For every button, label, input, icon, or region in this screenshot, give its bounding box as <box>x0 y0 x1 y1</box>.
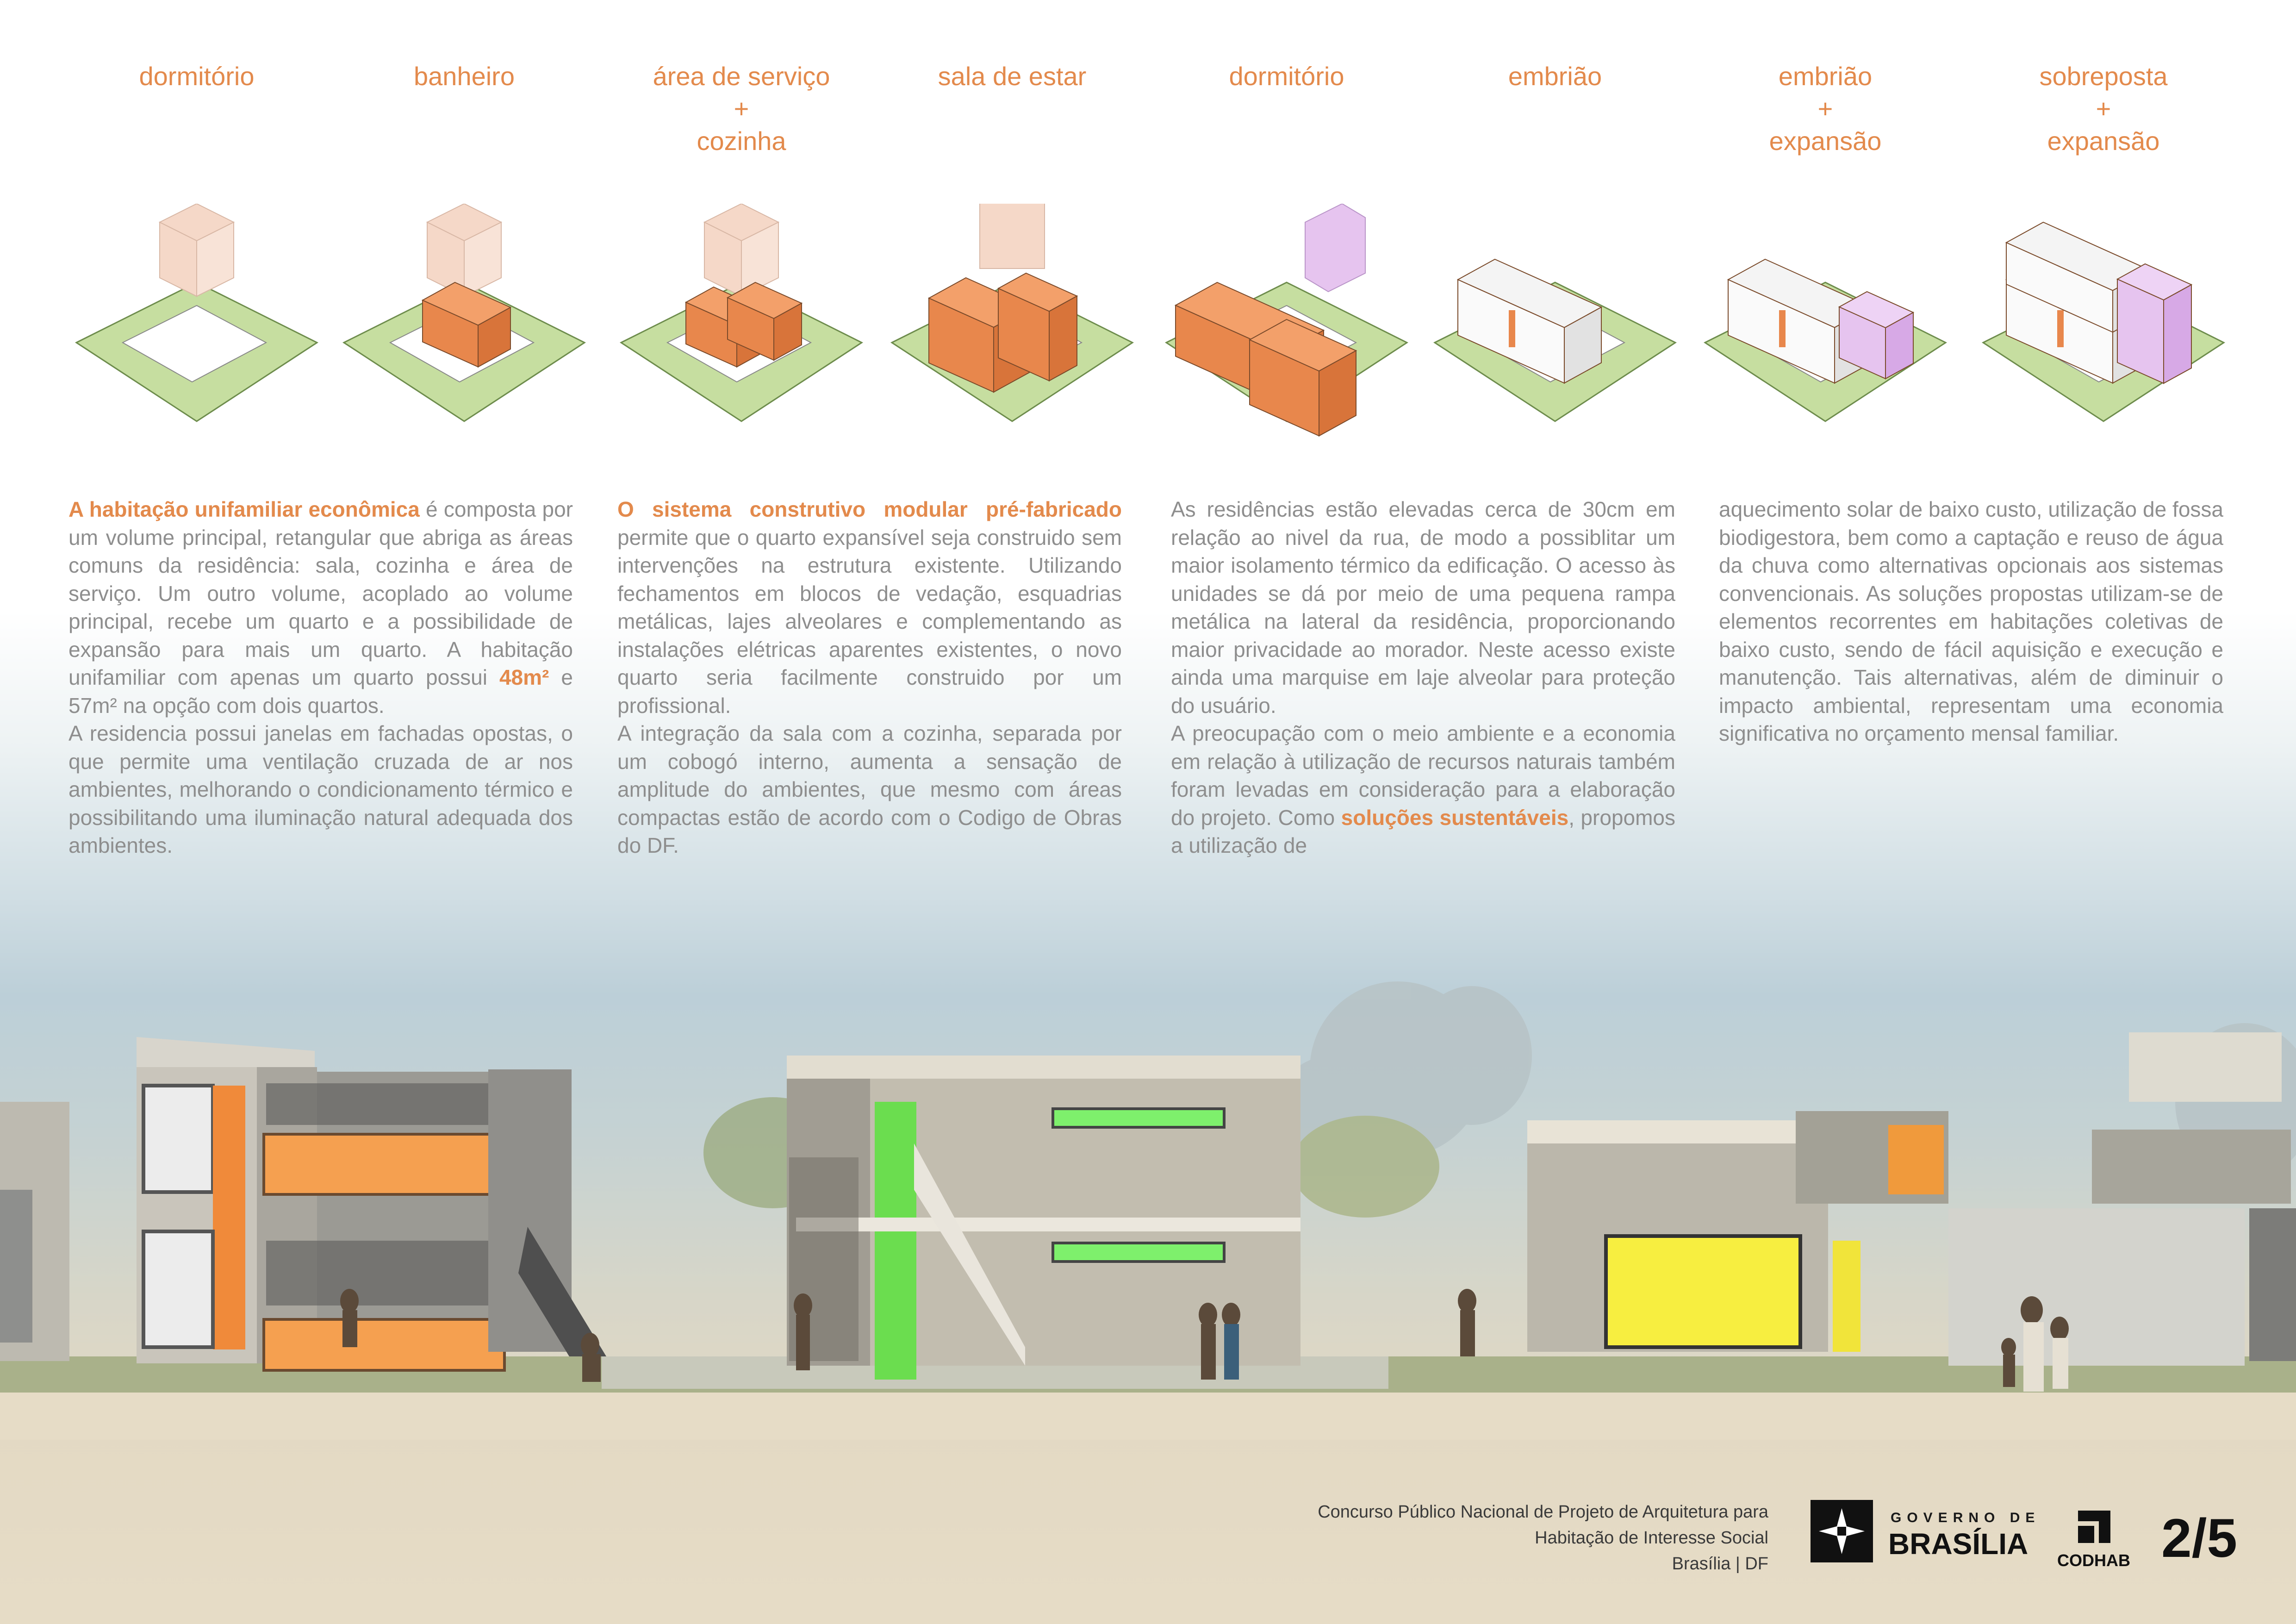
highlight: soluções sustentáveis <box>1341 805 1569 830</box>
text-column-3 <box>1171 495 1675 860</box>
paragraph-text: A preocupação com o meio ambiente e a economia em relação à utilização de recursos naturais também foram levadas em consideração para a elaboração do projeto. Como <box>1171 721 1675 830</box>
paragraph <box>617 495 1122 719</box>
paragraph <box>1171 719 1675 860</box>
gov-small-label: GOVERNO DE <box>1891 1510 2041 1525</box>
diagram-label: embrião <box>1508 62 1602 91</box>
text-column-4 <box>1719 495 2223 748</box>
diagram-illustration <box>1965 204 2242 491</box>
diagram-label: área de serviço + cozinha <box>653 62 830 156</box>
highlight: A habitação unifamiliar econômica <box>68 497 420 521</box>
ghost-volume <box>980 204 1045 269</box>
highlight: 48m² <box>499 665 549 689</box>
diagram-illustration <box>325 204 603 491</box>
highlight: O sistema construtivo modular pré-fabricado <box>617 497 1122 521</box>
paragraph-text: permite que o quarto expansível seja construido sem intervenções na estrutura existente. Utilizando fechamentos em blocos de vedação, esquadrias metálicas, lajes alveolares e complementando as instalações elétricas aparentes existentes, o novo quarto seria facilmente construido por um profissional. <box>617 525 1122 718</box>
sidewalk <box>0 1393 2296 1440</box>
governo-brasilia-logo-icon <box>1811 1500 1873 1562</box>
diagram-servico-cozinha <box>603 51 880 468</box>
diagram-sala-estar <box>873 51 1151 468</box>
diagram-row <box>0 0 2296 463</box>
diagram-illustration <box>1416 204 1694 491</box>
diagram-label: banheiro <box>414 62 515 91</box>
diagram-illustration <box>1686 204 1964 491</box>
diagram-label: sala de estar <box>938 62 1087 91</box>
diagram-banheiro <box>325 51 603 468</box>
competition-caption <box>1318 1499 1768 1577</box>
paragraph: aquecimento solar de baixo custo, utilização de fossa biodigestora, bem como a captação e reuso de água da chuva como alternativas opcionais aos sistemas convencionais. As soluções propostas utilizam-se de elementos recorrentes em habitações coletivas de baixo custo, sendo de fácil aquisição e execução e manutenção. Tais alternativas, além de diminuir o impacto ambiental, representam uma economia significativa no orçamento mensal familiar. <box>1719 497 2223 745</box>
text-column-2 <box>617 495 1122 860</box>
building-left <box>0 1037 606 1370</box>
diagram-label: dormitório <box>139 62 255 91</box>
diagram-embriao <box>1416 51 1694 468</box>
caption-line: Brasília | DF <box>1672 1554 1768 1574</box>
paragraph <box>68 495 573 719</box>
diagram-illustration <box>58 204 336 491</box>
paragraph: A residencia possui janelas em fachadas opostas, o que permite uma ventilação cruzada de ar nos ambientes, melhorando o condicionamento térmico e possibilitando uma iluminação natural adequada dos ambientes. <box>68 721 573 857</box>
ghost-volume <box>1305 204 1365 292</box>
diagram-illustration <box>873 204 1151 491</box>
page-number: 2/5 <box>2161 1508 2238 1569</box>
building-centre <box>787 1056 1300 1380</box>
caption-line: Habitação de Interesse Social <box>1535 1528 1768 1548</box>
diagram-dormitorio <box>58 51 336 468</box>
codhab-label: CODHAB <box>2057 1551 2130 1570</box>
paragraph-text: e 57m² na opção com dois quartos. <box>68 665 573 718</box>
diagram-label: embrião + expansão <box>1769 62 1882 156</box>
diagram-label: sobreposta + expansão <box>2039 62 2168 156</box>
expansion-volume <box>2117 264 2191 383</box>
diagram-embriao-expansao <box>1686 51 1964 468</box>
diagram-dormitorio-2 <box>1148 51 1425 468</box>
paragraph: As residências estão elevadas cerca de 30cm em relação ao nivel da rua, de modo a possiblitar um maior isolamento térmico da edificação. O acesso às unidades se dá por meio de uma pequena rampa metálica na lateral da residência, proporcionando maior privacidade ao morador. Neste acesso existe ainda uma marquise em laje alveolar para proteção do usuário. <box>1171 497 1675 718</box>
gov-big-label: BRASÍLIA <box>1888 1527 2028 1561</box>
codhab-logo-icon <box>2076 1508 2113 1545</box>
paragraph-text: , propomos a utilização de <box>1171 805 1675 857</box>
diagram-label: dormitório <box>1229 62 1344 91</box>
street-rendering <box>0 949 2296 1440</box>
building-right <box>1527 1032 2296 1366</box>
caption-line: Concurso Público Nacional de Projeto de Arquitetura para <box>1318 1502 1768 1522</box>
paragraph: A integração da sala com a cozinha, separada por um cobogó interno, aumenta a sensação de amplitude do ambientes, que mesmo com áreas compactas estão de acordo com o Codigo de Obras do DF. <box>617 721 1122 857</box>
diagram-illustration <box>1148 204 1425 491</box>
text-column-1 <box>68 495 573 860</box>
diagram-sobreposta-expansao <box>1965 51 2242 468</box>
diagram-illustration <box>603 204 880 491</box>
paragraph-text: é composta por um volume principal, retangular que abriga as áreas comuns da residência: sala, cozinha e área de serviço. Um outro volume, acoplado ao volume principal, recebe um quarto e a possibilidade de expansão para mais um quarto. A habitação unifamiliar com apenas um quarto possui <box>68 497 573 689</box>
